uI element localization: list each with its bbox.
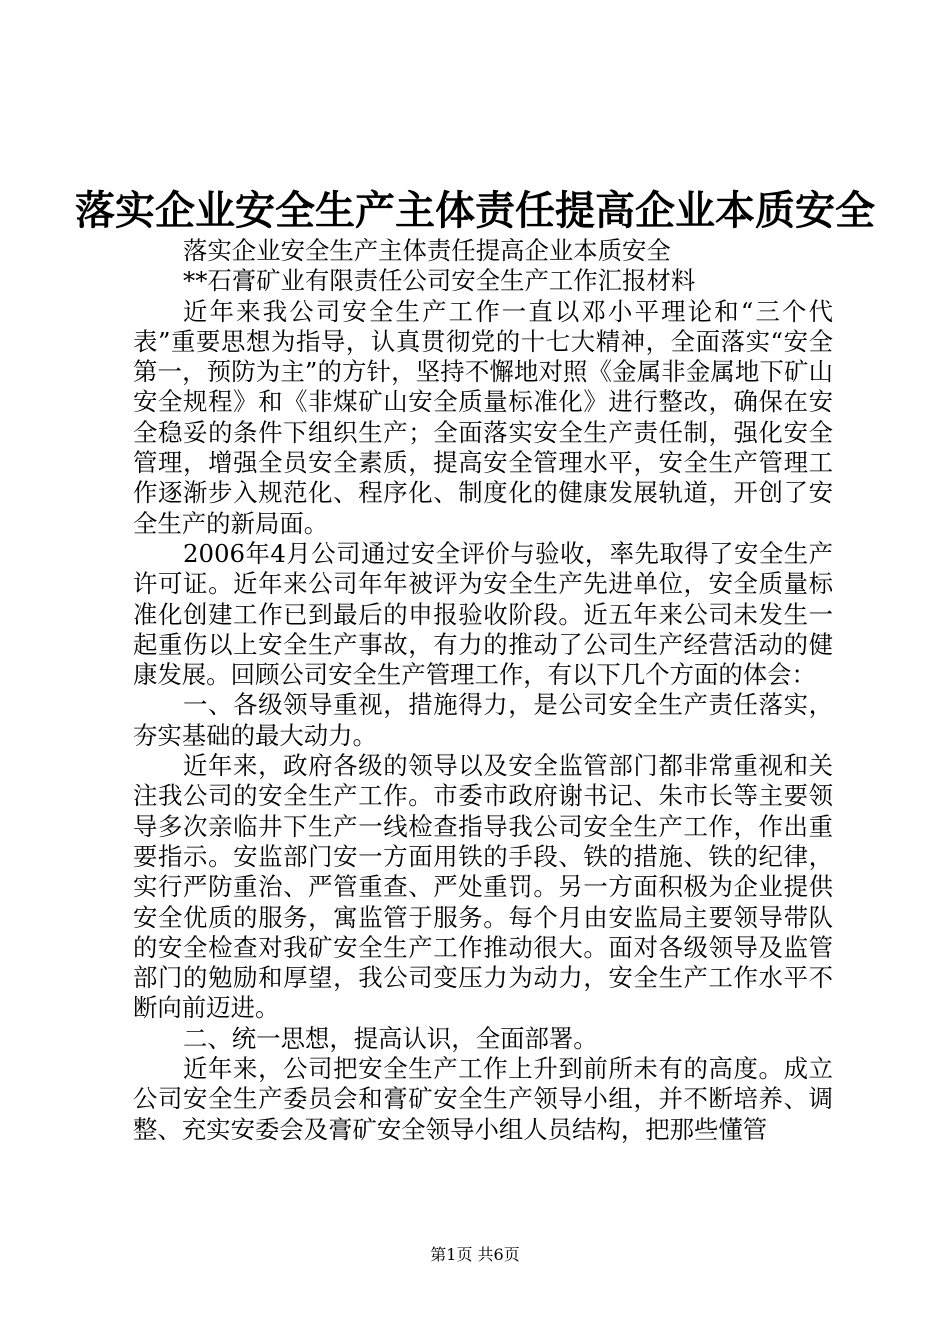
body-paragraph: 近年来，政府各级的领导以及安全监管部门都非常重视和关注我公司的安全生产工作。市委市政府谢书记、朱市长等主要领导多次亲临井下生产一线检查指导我公司安全生产工作，作出重要指示。安监部门安一方面用铁的手段、铁的措施、铁的纪律，实行严防重治、严管重查、严处重罚。另一方面积极为企业提供安全优质的服务，寓监管于服务。每个月由安监局主要领导带队的安全检查对我矿安全生产工作推动很大。面对各级领导及监管部门的勉励和厚望，我公司变压力为动力，安全生产工作水平不断向前迈进。 [133, 751, 833, 1023]
body-paragraph: 近年来，公司把安全生产工作上升到前所未有的高度。成立公司安全生产委员会和膏矿安全生产领导小组，并不断培养、调整、充实安委会及膏矿安全领导小组人员结构，把那些懂管 [133, 1054, 833, 1144]
body-paragraph: 落实企业安全生产主体责任提高企业本质安全 [183, 236, 671, 265]
page-number-footer: 第1页 共6页 [430, 1245, 520, 1264]
document-body [133, 236, 833, 1145]
document-title: 落实企业安全生产主体责任提高企业本质安全 [75, 187, 875, 234]
body-paragraph: 二、统一思想，提高认识，全面部署。 [183, 1023, 598, 1053]
body-paragraph: 一、各级领导重视，措施得力，是公司安全生产责任落实，夯实基础的最大动力。 [133, 690, 833, 750]
body-paragraph: **石膏矿业有限责任公司安全生产工作汇报材料 [183, 266, 696, 296]
body-paragraph: 2006年4月公司通过安全评价与验收，率先取得了安全生产许可证。近年来公司年年被评为安全生产先进单位，安全质量标准化创建工作已到最后的申报验收阶段。近五年来公司未发生一起重伤以上安全生产事故，有力的推动了公司生产经营活动的健康发展。回顾公司安全生产管理工作，有以下几个方面的体会： [133, 538, 833, 690]
body-paragraph: 近年来我公司安全生产工作一直以邓小平理论和“三个代表”重要思想为指导，认真贯彻党的十七大精神，全面落实“安全第一，预防为主”的方针，坚持不懈地对照《金属非金属地下矿山安全规程》和《非煤矿山安全质量标准化》进行整改，确保在安全稳妥的条件下组织生产；全面落实安全生产责任制，强化安全管理，增强全员安全素质，提高安全管理水平，安全生产管理工作逐渐步入规范化、程序化、制度化的健康发展轨道，开创了安全生产的新局面。 [133, 296, 833, 538]
